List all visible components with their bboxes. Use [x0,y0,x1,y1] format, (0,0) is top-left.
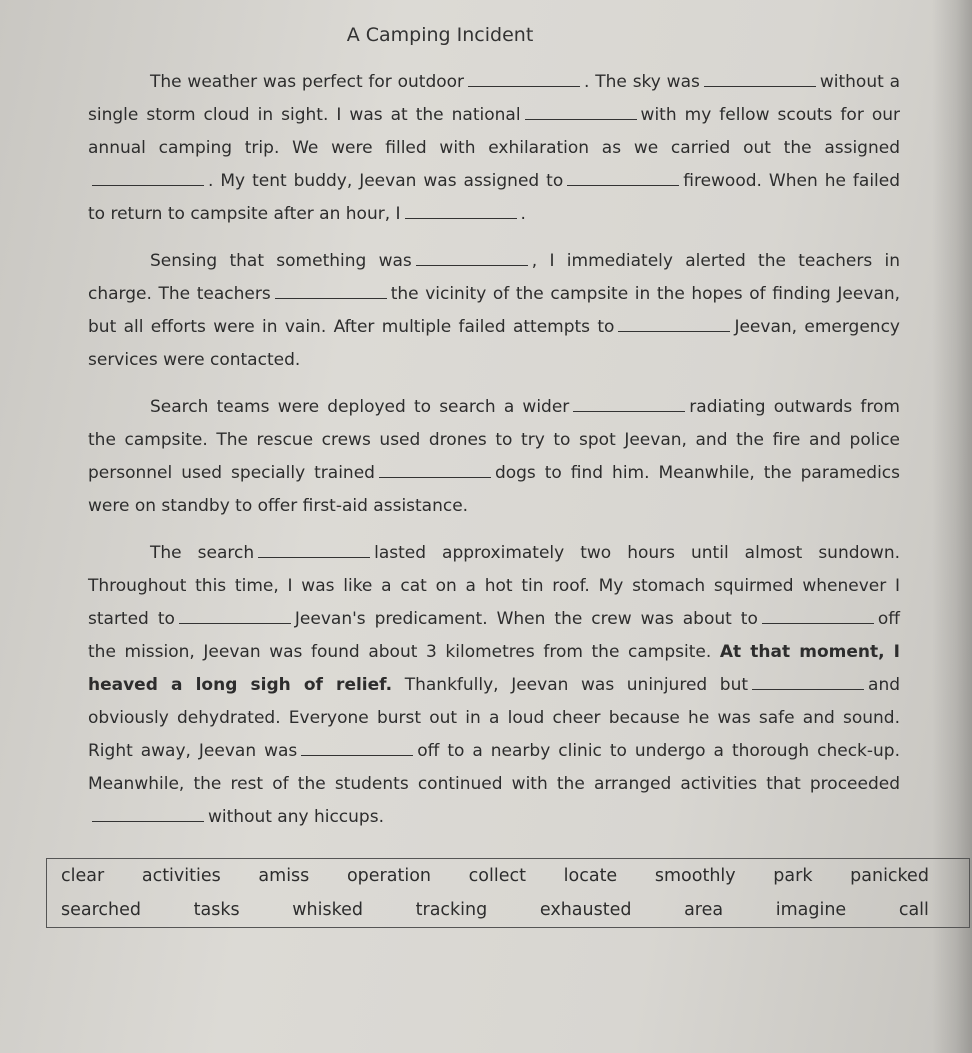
blank-4 [92,171,204,186]
word-bank-item: clear [61,866,105,886]
word-bank-item: call [898,900,929,920]
word-bank-item: collect [468,866,526,886]
word-bank-item: park [773,866,813,886]
blank-8 [275,284,387,299]
story-text [88,66,900,848]
paragraph-4 [88,537,900,834]
blank-13 [179,609,291,624]
blank-5 [567,171,679,186]
text-segment: Sensing that something was [150,251,412,271]
word-bank-item: tasks [193,900,240,920]
text-segment: Thankfully, Jeevan was uninjured but [404,675,749,695]
text-segment: . My tent buddy, Jeevan was assigned to [208,171,564,191]
word-bank-item: amiss [258,866,310,886]
word-bank-item: locate [563,866,618,886]
text-segment: the vicinity of the campsite in the hopes of finding Jeevan, but all efforts were in vain. After multiple failed attempts to [88,284,900,337]
text-segment: with my fellow scouts for our annual camping trip. We were filled with exhilaration as we carried out the assigned [88,105,900,158]
paragraph-2 [88,245,900,377]
text-segment: without any hiccups. [208,807,384,827]
text-segment: lasted approximately two hours until almost sundown. Throughout this time, I was like a cat on a hot tin roof. My stomach squirmed whenever I started to [88,543,900,629]
text-segment: firewood. When he failed to return to campsite after an hour, I [88,171,901,224]
word-bank-item: panicked [850,866,929,886]
blank-11 [379,463,491,478]
blank-3 [525,105,637,120]
worksheet-title: A Camping Incident [346,24,534,46]
word-bank-item: whisked [292,900,364,920]
word-bank-item: tracking [415,900,488,920]
bold-sentence: At that moment, I heaved a long sigh of relief. [88,642,901,695]
text-segment: Jeevan's predicament. When the crew was about to [294,609,758,629]
text-segment: dogs to find him. Meanwhile, the paramedics were on standby to offer first-aid assistance. [88,463,900,516]
text-segment: Jeevan, emergency services were contacted. [88,317,900,370]
word-bank-item: smoothly [654,866,736,886]
paragraph-3 [88,391,900,523]
text-segment: and obviously dehydrated. Everyone burst out in a loud cheer because he was safe and sound. Right away, Jeevan was [88,675,901,761]
blank-12 [258,543,370,558]
text-segment: , I immediately alerted the teachers in charge. The teachers [88,251,900,304]
text-segment: The search [150,543,255,563]
paragraph-1 [88,66,900,231]
text-segment: The weather was perfect for outdoor [150,72,465,92]
text-segment: radiating outwards from the campsite. The rescue crews used drones to try to spot Jeevan, and the fire and police personnel used specially trained [88,397,900,483]
word-bank-item: activities [141,866,221,886]
text-segment: off to a nearby clinic to undergo a thorough check-up. Meanwhile, the rest of the students continued with the arranged activities that proceeded [88,741,900,794]
text-segment: off the mission, Jeevan was found about 3 kilometres from the campsite. [88,609,900,662]
blank-9 [618,317,730,332]
word-bank-item: searched [61,900,142,920]
text-segment: Search teams were deployed to search a wider [150,397,570,417]
blank-6 [405,204,517,219]
blank-14 [762,609,874,624]
blank-10 [573,397,685,412]
word-bank [46,858,970,928]
blank-7 [416,251,528,266]
text-segment: . [520,204,526,224]
word-bank-item: operation [346,866,431,886]
blank-15 [752,675,864,690]
word-bank-item: exhausted [539,900,632,920]
blank-1 [468,72,580,87]
blank-2 [704,72,816,87]
word-bank-item: area [684,900,724,920]
text-segment: without a single storm cloud in sight. I was at the national [88,72,900,125]
text-segment: . The sky was [584,72,700,92]
blank-16 [301,741,413,756]
word-bank-row-1 [47,859,969,893]
word-bank-row-2 [47,893,969,927]
word-bank-item: imagine [775,900,847,920]
blank-17 [92,807,204,822]
